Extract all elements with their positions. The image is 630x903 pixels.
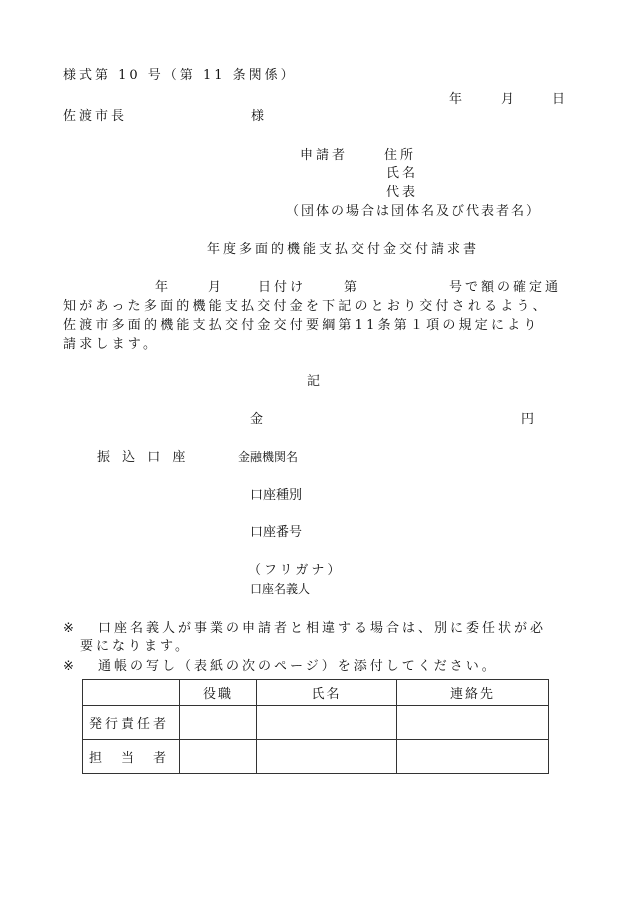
furigana-label: （フリガナ） <box>248 563 344 578</box>
date-day-label: 日 <box>552 92 566 107</box>
issuer-position-cell <box>180 706 257 740</box>
table-header-contact: 連絡先 <box>397 680 549 706</box>
addressee-name: 佐渡市長 <box>63 109 128 124</box>
table-row <box>83 740 549 774</box>
row-label-issuer: 発行責任者 <box>83 706 180 740</box>
body-line-2: 知があった多面的機能支払交付金を下記のとおり交付されるよう、 <box>63 299 549 314</box>
applicant-representative-label: 代表 <box>386 185 419 200</box>
responsibility-table <box>82 679 549 774</box>
ki-marker: 記 <box>307 374 321 389</box>
body-number-prefix: 第 <box>344 280 358 295</box>
document-title: 年度多面的機能支払交付金交付請求書 <box>207 242 480 257</box>
note1-mark: ※ <box>63 621 74 636</box>
table-header-blank <box>83 680 180 706</box>
person-position-cell <box>180 740 257 774</box>
table-header-position: 役職 <box>180 680 257 706</box>
note1-line2: 要になります。 <box>80 639 191 654</box>
person-name-cell <box>257 740 397 774</box>
amount-label: 金 <box>250 412 264 427</box>
account-number-label: 口座番号 <box>250 525 303 540</box>
person-contact-cell <box>397 740 549 774</box>
body-line-3: 佐渡市多面的機能支払交付金交付要綱第11条第１項の規定により <box>63 318 540 333</box>
body-line-4: 請求します。 <box>63 337 160 352</box>
issuer-contact-cell <box>397 706 549 740</box>
table-row <box>83 706 549 740</box>
amount-unit: 円 <box>521 412 535 427</box>
transfer-account-heading: 振 込 口 座 <box>97 450 190 465</box>
body-number-suffix: 号で額の確定通 <box>449 280 562 295</box>
body-year: 年 <box>155 280 169 295</box>
table-header-name: 氏名 <box>257 680 397 706</box>
issuer-name-cell <box>257 706 397 740</box>
body-month: 月 <box>208 280 222 295</box>
body-day-suffix: 日付け <box>258 280 307 295</box>
account-type-label: 口座種別 <box>250 488 303 503</box>
note2-mark: ※ <box>63 659 74 674</box>
addressee-honorific: 様 <box>251 109 265 124</box>
applicant-label: 申請者 <box>300 148 349 163</box>
applicant-group-note: （団体の場合は団体名及び代表者名） <box>286 204 542 219</box>
note2-text: 通帳の写し（表紙の次のページ）を添付してください。 <box>98 659 498 674</box>
date-month-label: 月 <box>501 92 515 107</box>
note1-line1: 口座名義人が事業の申請者と相違する場合は、別に委任状が必 <box>98 621 547 636</box>
applicant-name-label: 氏名 <box>386 166 419 181</box>
account-holder-label: 口座名義人 <box>250 582 311 596</box>
applicant-address-label: 住所 <box>384 148 417 163</box>
row-label-person-in-charge: 担 当 者 <box>83 740 180 774</box>
bank-name-label: 金融機関名 <box>238 450 299 464</box>
form-number: 様式第 10 号（第 11 条関係） <box>63 68 297 83</box>
date-year-label: 年 <box>449 92 463 107</box>
table-header-row <box>83 680 549 706</box>
